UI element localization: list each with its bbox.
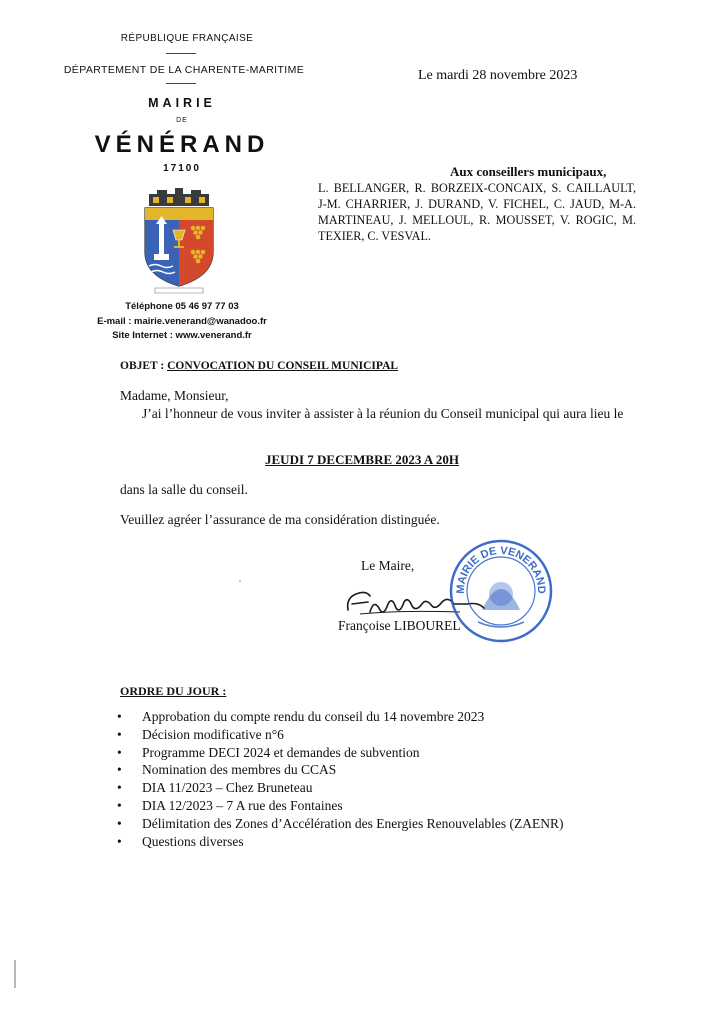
telephone: Téléphone 05 46 97 77 03 [125,301,239,312]
town-name: VÉNÉRAND [94,131,270,158]
margin-mark [12,960,18,988]
invitation-text: J’ai l’honneur de vous inviter à assister à la réunion du Conseil municipal qui aura lieu le [142,406,624,421]
mairie-label: MAIRIE [148,96,216,110]
agenda-item: • DIA 11/2023 – Chez Bruneteau [117,779,564,797]
website: Site Internet : www.venerand.fr [112,330,252,341]
subject-label: OBJET : [120,360,168,372]
scan-speck [239,580,241,582]
postcode: 17100 [163,163,201,174]
de-label: DE [176,117,188,124]
recipients-title: Aux conseillers municipaux, [450,164,607,179]
closing-formula: Veuillez agréer l’assurance de ma considération distinguée. [120,512,440,527]
agenda-item: • Délimitation des Zones d’Accélération des Energies Renouvelables (ZAENR) [117,815,564,833]
agenda-title: ORDRE DU JOUR : [120,684,227,698]
mayor-name: Françoise LIBOUREL [338,618,461,633]
agenda-item: • Programme DECI 2024 et demandes de subvention [117,744,564,762]
mayor-title: Le Maire, [361,558,415,573]
mairie-stamp [448,538,554,644]
letter-date: Le mardi 28 novembre 2023 [418,68,578,83]
subject-text: CONVOCATION DU CONSEIL MUNICIPAL [167,360,399,372]
stamp-text: MAIRIE DE VENERAND [454,544,548,595]
agenda-list [117,708,564,850]
agenda-item: • Nomination des membres du CCAS [117,761,564,779]
departement-label: DÉPARTEMENT DE LA CHARENTE-MARITIME [63,64,305,76]
agenda-item: • DIA 12/2023 – 7 A rue des Fontaines [117,797,564,815]
agenda-item: • Décision modificative n°6 [117,726,564,744]
coat-of-arms-icon [135,186,223,294]
meeting-place: dans la salle du conseil. [120,482,248,497]
meeting-datetime: JEUDI 7 DECEMBRE 2023 A 20H [265,452,459,467]
header-divider [166,83,196,84]
agenda-item: • Approbation du compte rendu du conseil du 14 novembre 2023 [117,708,564,726]
salutation: Madame, Monsieur, [120,388,229,403]
header-divider [166,53,196,54]
subject-line [120,360,398,372]
agenda-item: • Questions diverses [117,833,564,851]
email: E-mail : mairie.venerand@wanadoo.fr [97,316,267,327]
republique-francaise: RÉPUBLIQUE FRANÇAISE [120,33,254,44]
recipients-list: L. BELLANGER, R. BORZEIX-CONCAIX, S. CAILLAULT, J-M. CHARRIER, J. DURAND, V. FICHEL, C. JAUD, M-A. MARTINEAU, J. MELLOUL, R. MOUSSET, V. ROGIC, M. TEXIER, C. VESVAL. [318,181,636,243]
